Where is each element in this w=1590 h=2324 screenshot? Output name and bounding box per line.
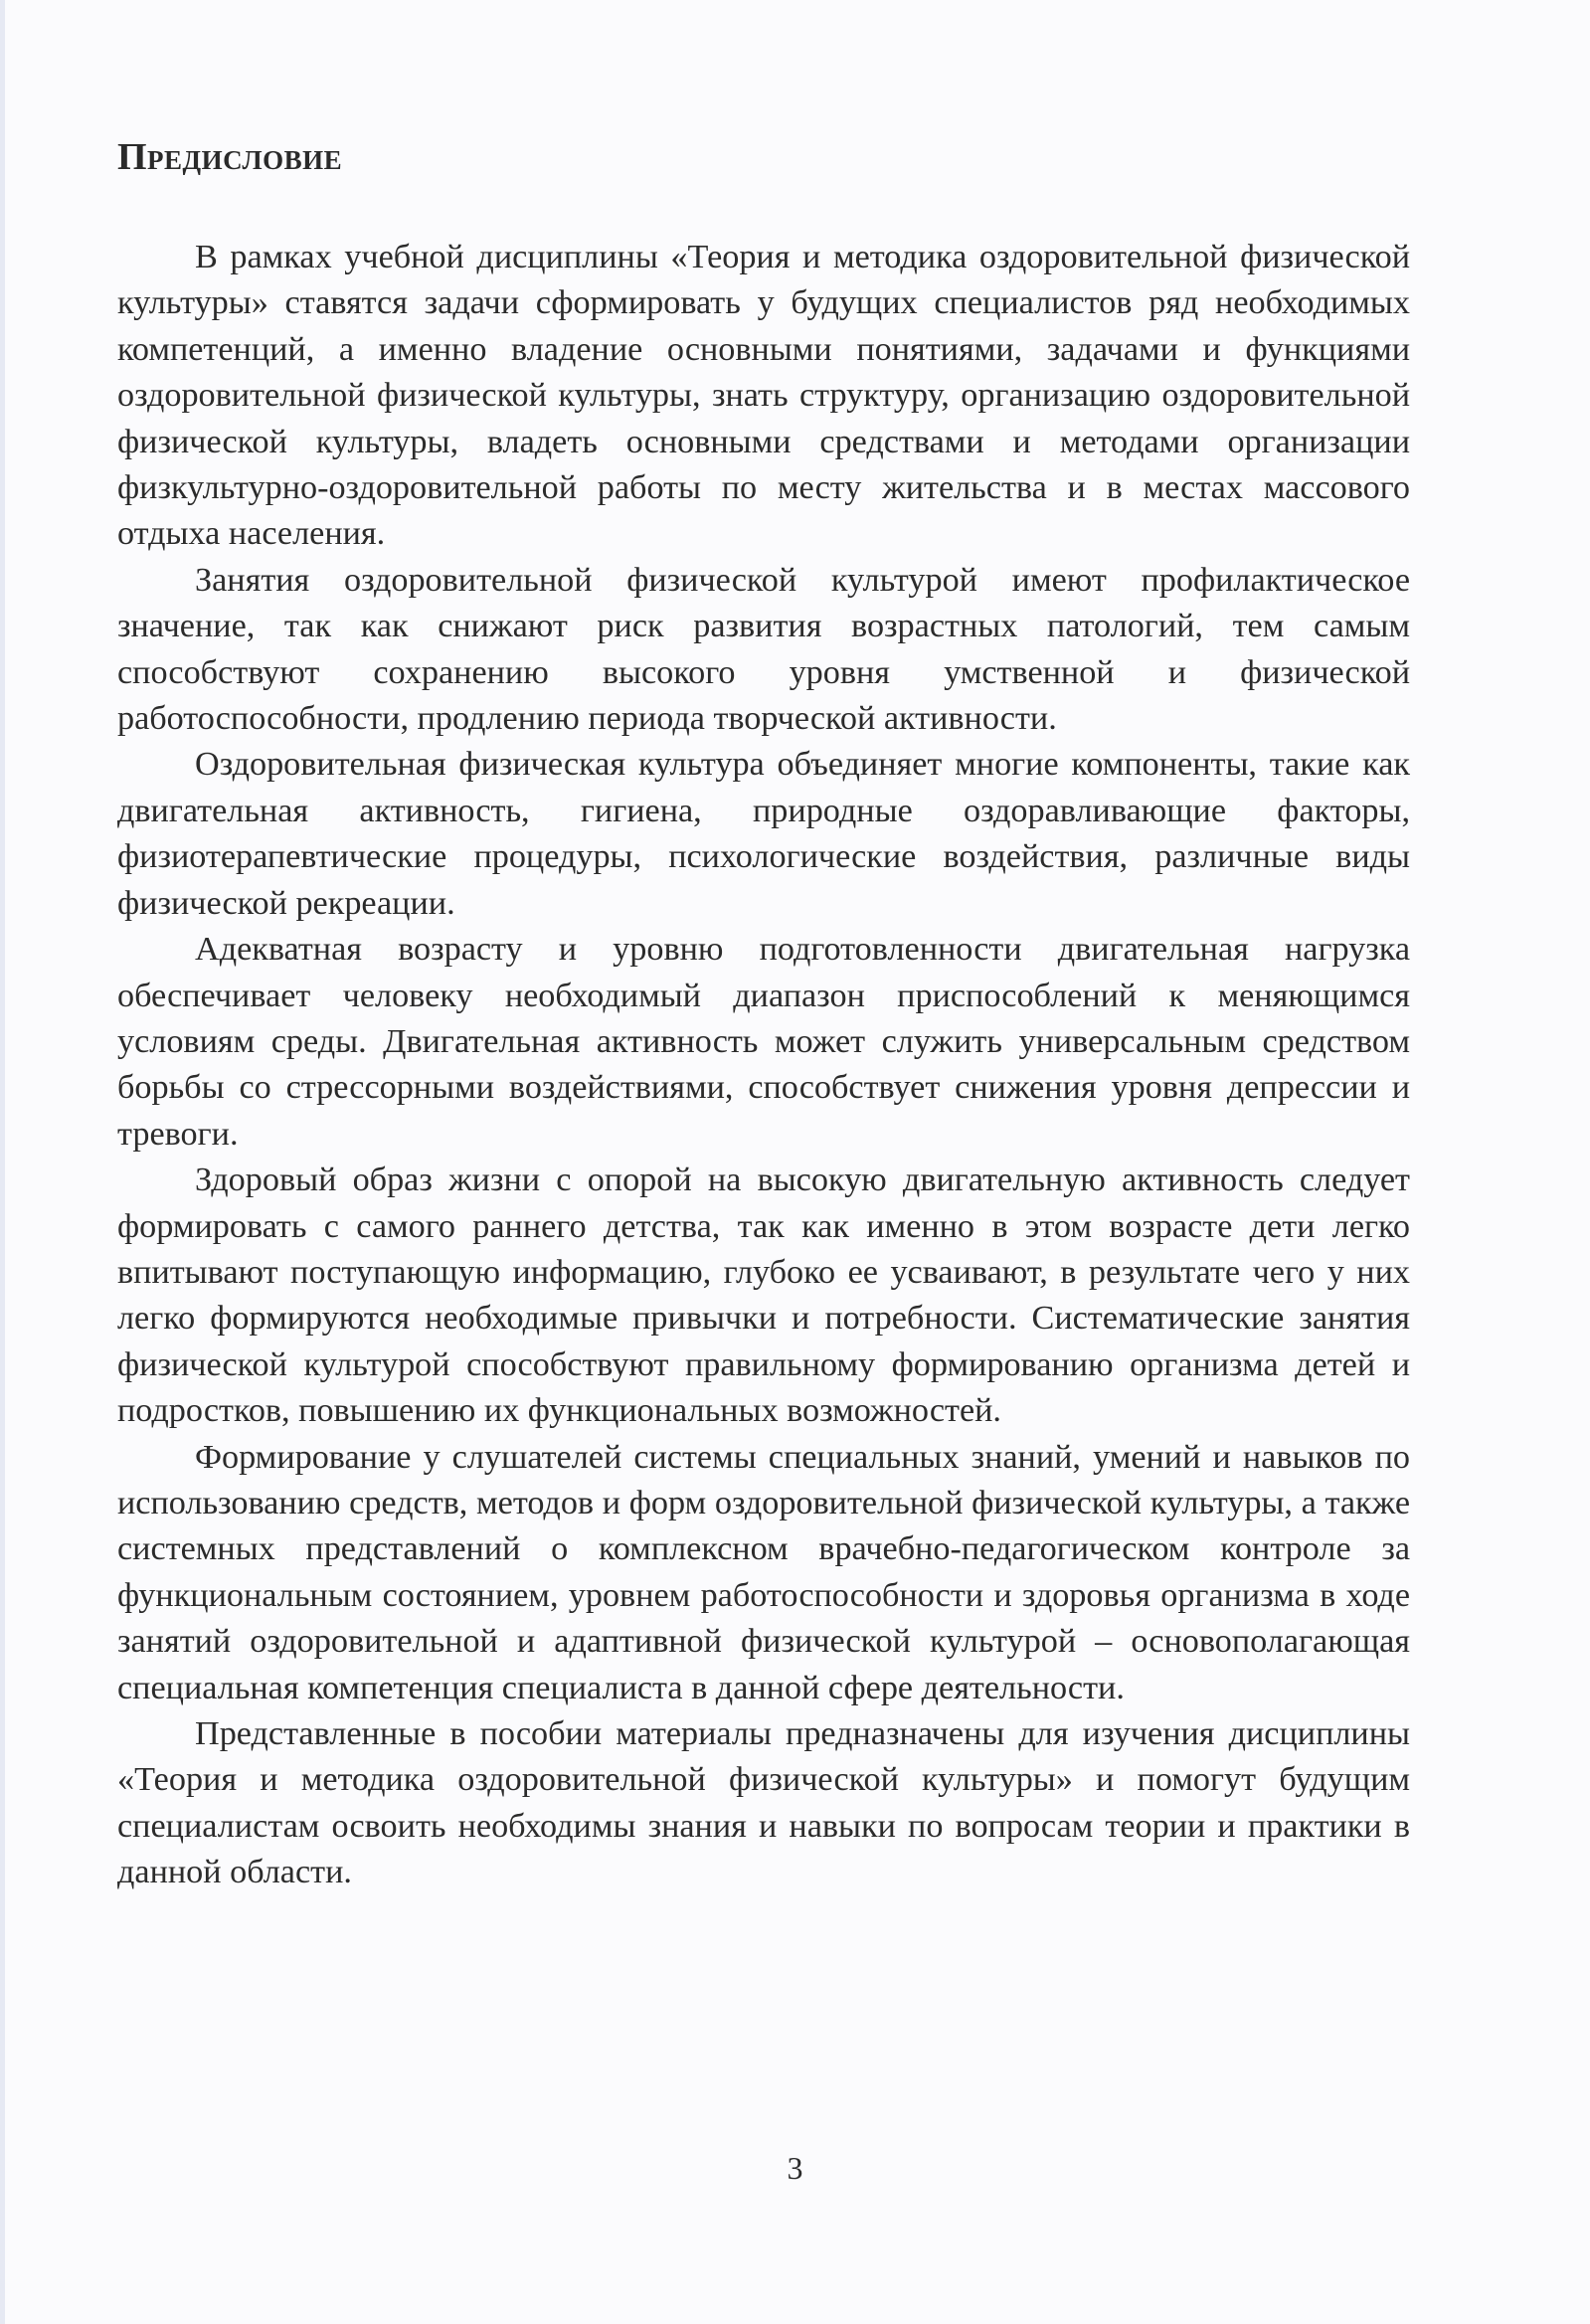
paragraph: Адекватная возрасту и уровню подготовленности двигательная нагрузка обеспечивает человеку необходимый диапазон приспособлений к меняющимся условиям среды. Двигательная активность может служить универсальным средством борьбы со стрессорными воздействиями, способствует снижения уровня депрессии и тревоги. (117, 931, 1410, 1153)
paragraph: В рамках учебной дисциплины «Теория и методика оздоровительной физической культуры» ставятся задачи сформировать у будущих специалистов ряд необходимых компетенций, а именно владение основными понятиями, задачами и функциями оздоровительной физической культуры, знать структуру, организацию оздоровительной физической культуры, владеть основными средствами и методами организации физкультурно-оздоровительной работы по месту жительства и в местах массового отдыха населения. (117, 239, 1410, 553)
page-number: 3 (787, 2150, 803, 2186)
paragraph: Оздоровительная физическая культура объединяет многие компоненты, такие как двигательная активность, гигиена, природные оздоравливающие факторы, физиотерапевтические процедуры, психологические воздействия, различные виды физической рекреации. (117, 746, 1410, 922)
document-body (117, 235, 1410, 1896)
scan-edge (0, 0, 5, 2324)
paragraph: Здоровый образ жизни с опорой на высокую двигательную активность следует формировать с самого раннего детства, так как именно в этом возрасте дети легко впитывают поступающую информацию, глубоко ее усваивают, в результате чего у них легко формируются необходимые привычки и потребности. Систематические занятия физической культурой способствуют правильному формированию организма детей и подростков, повышению их функциональных возможностей. (117, 1162, 1410, 1430)
paragraph: Занятия оздоровительной физической культурой имеют профилактическое значение, так как снижают риск развития возрастных патологий, тем самым способствуют сохранению высокого уровня умственной и физической работоспособности, продлению периода творческой активности. (117, 561, 1410, 738)
paragraph: Формирование у слушателей системы специальных знаний, умений и навыков по использованию средств, методов и форм оздоровительной физической культуры, а также системных представлений о комплексном врачебно-педагогическом контроле за функциональным состоянием, уровнем работоспособности и здоровья организма в ходе занятий оздоровительной и адаптивной физической культурой – основополагающая специальная компетенция специалиста в данной сфере деятельности. (117, 1438, 1410, 1706)
paragraph: Представленные в пособии материалы предназначены для изучения дисциплины «Теория и методика оздоровительной физической культуры» и помогут будущим специалистам освоить необходимы знания и навыки по вопросам теории и практики в данной области. (117, 1715, 1410, 1891)
page-title-text: Предисловие (117, 136, 343, 178)
page-title (117, 135, 342, 179)
